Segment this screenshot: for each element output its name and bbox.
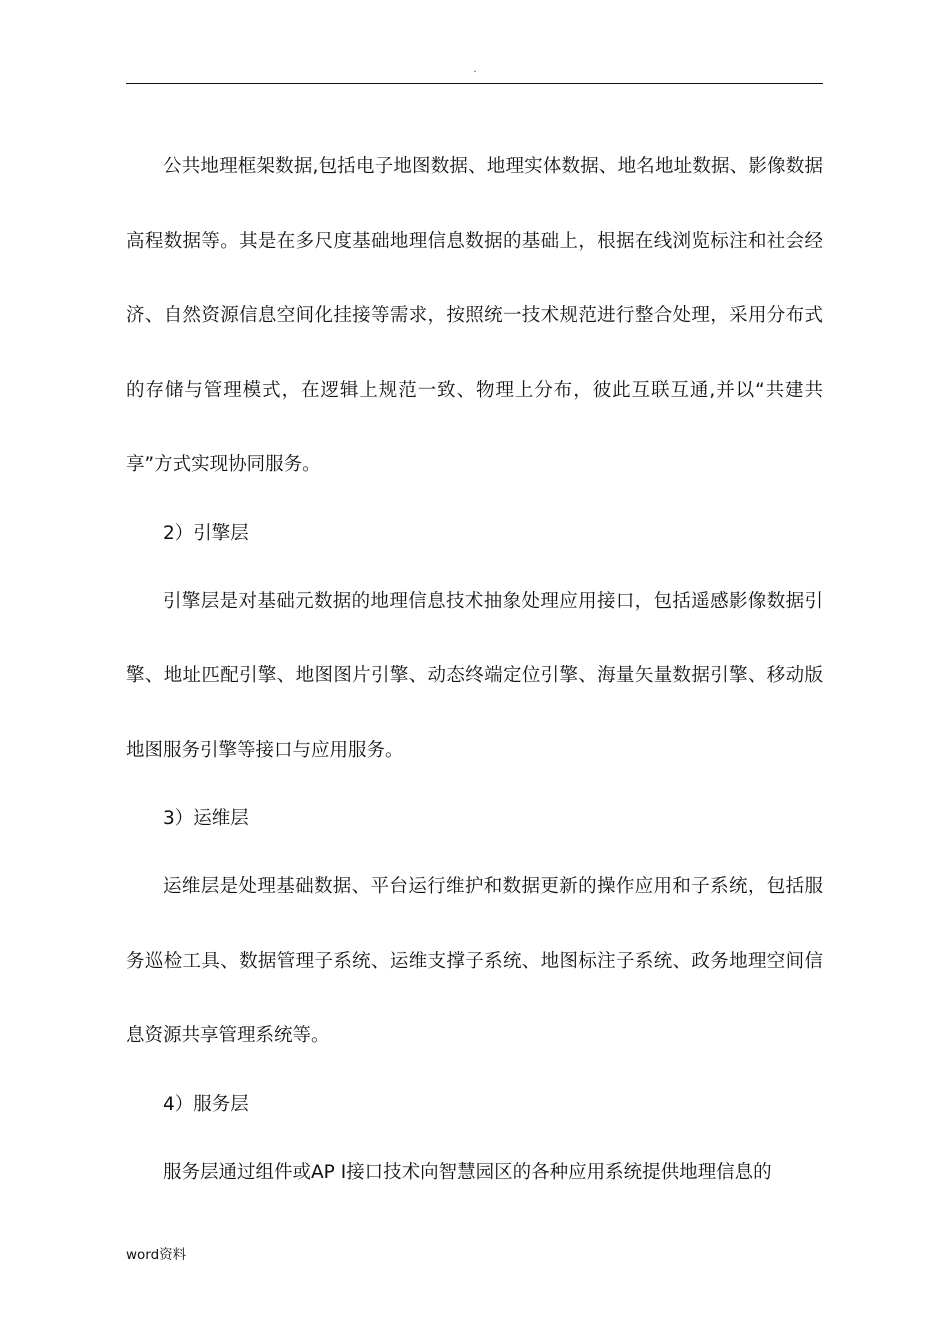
paragraph-operations-layer: 运维层是处理基础数据、平台运行维护和数据更新的操作应用和子系统，包括服务巡检工具、数据管理子系统、运维支撑子系统、地图标注子系统、政务地理空间信息资源共享管理系统等。 bbox=[126, 876, 823, 1046]
header-mark: . bbox=[473, 64, 477, 75]
heading-service-layer: 4）服务层 bbox=[163, 1093, 249, 1115]
paragraph-engine-layer: 引擎层是对基础元数据的地理信息技术抽象处理应用接口，包括遥感影像数据引擎、地址匹配引擎、地图图片引擎、动态终端定位引擎、海量矢量数据引擎、移动版地图服务引擎等接口与应用服务。 bbox=[126, 590, 823, 761]
heading-operations-layer: 3）运维层 bbox=[163, 808, 249, 829]
footer-label: word资料 bbox=[126, 1247, 187, 1263]
document-body bbox=[126, 130, 823, 1210]
heading-engine-layer: 2）引擎层 bbox=[163, 522, 249, 544]
paragraph-framework-data: 公共地理框架数据,包括电子地图数据、地理实体数据、地名地址数据、影像数据高程数据等。其是在多尺度基础地理信息数据的基础上，根据在线浏览标注和社会经济、自然资源信息空间化挂接等需求，按照统一技术规范进行整合处理，采用分布式的存储与管理模式，在逻辑上规范一致、物理上分布，彼此互联互通,并以“共建共享”方式实现协同服务。 bbox=[126, 156, 823, 475]
paragraph-service-layer: 服务层通过组件或AP Ⅰ接口技术向智慧园区的各种应用系统提供地理信息的 bbox=[163, 1161, 772, 1183]
header-rule bbox=[126, 83, 823, 84]
